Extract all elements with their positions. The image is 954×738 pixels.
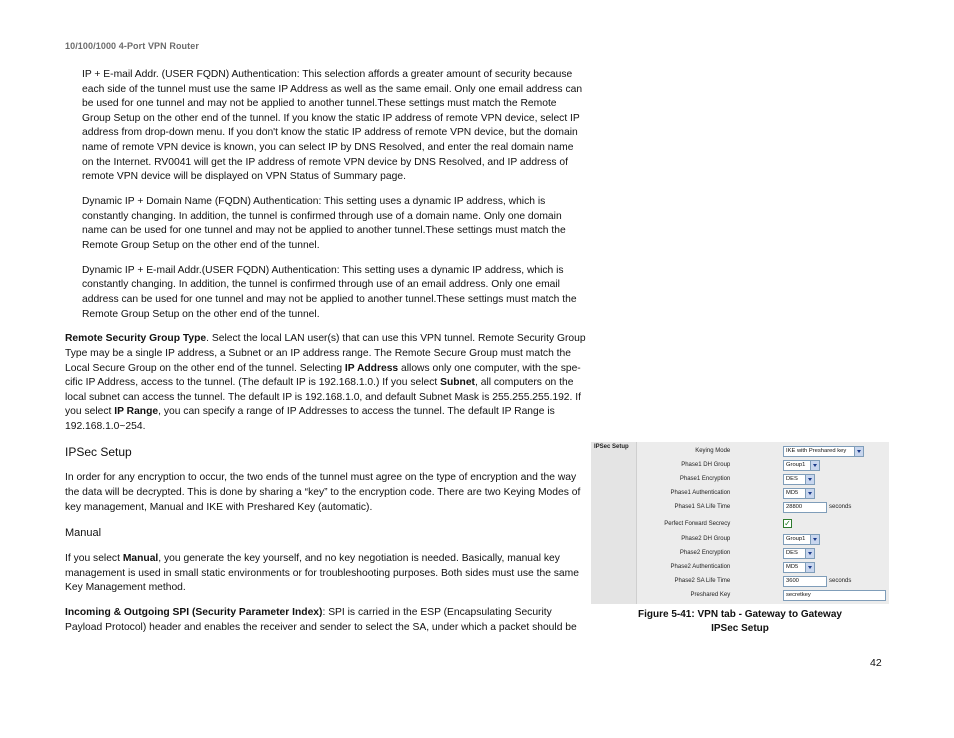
term-spi: Incoming & Outgoing SPI (Security Parameter Index) (65, 607, 323, 619)
phase1-dh-select[interactable] (783, 460, 820, 471)
phase2-life-row (637, 576, 889, 588)
chevron-down-icon (805, 549, 814, 558)
preshared-key-row (637, 590, 889, 602)
keying-mode-label: Keying Mode (695, 448, 731, 454)
phase2-enc-select[interactable] (783, 548, 815, 559)
phase1-life-unit: seconds (829, 504, 852, 510)
phase1-life-input[interactable]: 28800 (783, 502, 827, 513)
keying-mode-value: IKE with Preshared key (786, 448, 847, 454)
figure-side-panel (591, 442, 637, 604)
caption-line-2: IPSec Setup (711, 623, 769, 634)
term-ip-address: IP Address (344, 362, 399, 374)
ip-email-auth-paragraph: IP + E-mail Addr. (USER FQDN) Authentication: This selection affords a greater amount of security because each side of the tunnel must use the same IP Address as well as the same email. Only one email address can be used for one tunnel and may not be applied to another tunnel.These settings must match the Remote Group Setup on the other end of the tunnel. If you know the static IP address of remote VPN device, select IP address from drop-down menu. If you don't know the static IP address of remote VPN device, but the domain name of remote VPN device is known, you can select IP by DNS Resolved, and enter the real domain name on the Internet. RV0041 will get the IP address of remote VPN device by DNS Resolved, and IP address of remote VPN device will be displayed on VPN Status of Summary page. (82, 69, 583, 183)
phase2-auth-row (637, 562, 889, 574)
rsgt-text-4: , you can specify a range of IP Addresses to access the tunnel. The default IP Range is 192.168.1.0~254. (65, 406, 555, 432)
phase2-enc-value: DES (786, 550, 798, 556)
phase1-life-row (637, 502, 889, 514)
phase1-enc-select[interactable] (783, 474, 815, 485)
remote-security-group-paragraph (65, 332, 587, 434)
term-manual: Manual (122, 553, 159, 565)
dynamic-email-paragraph: Dynamic IP + E-mail Addr.(USER FQDN) Authentication: This setting uses a dynamic IP address, which is constantly changing. In addition, the tunnel is confirmed through use of an email address. Only one email address can be used for one tunnel and may not be applied to another tunnel.These settings must match the Remote Group Setup on the other end of the tunnel. (82, 264, 577, 320)
phase1-dh-label: Phase1 DH Group (681, 462, 731, 468)
rsgt-text-3: , all computers on the local subnet can access the tunnel. The default IP is 192.168.1.0, and default Subnet Mask is 255.255.255.192. If you select (65, 377, 581, 418)
keying-mode-select[interactable] (783, 446, 864, 457)
ipsec-intro-paragraph: In order for any encryption to occur, the two ends of the tunnel must agree on the type of encryption and the way the data will be decrypted. This is done by sharing a “key” to the encryption code. There are two Keying Modes of key management, Manual and IKE with Preshared Key (automatic). (65, 472, 581, 513)
pfs-checkbox[interactable]: ✓ (784, 519, 791, 528)
phase1-auth-row (637, 488, 889, 500)
pfs-row (637, 519, 889, 531)
spi-paragraph (65, 606, 587, 635)
phase1-enc-value: DES (786, 476, 798, 482)
pfs-label: Perfect Forward Secrecy (664, 521, 731, 527)
chevron-down-icon (854, 447, 863, 456)
term-remote-security-group-type: Remote Security Group Type (65, 333, 207, 345)
chevron-down-icon (805, 563, 814, 572)
figure-side-title: IPSec Setup (594, 444, 629, 450)
phase1-auth-select[interactable] (783, 488, 815, 499)
phase2-auth-label: Phase2 Authentication (670, 564, 731, 570)
chevron-down-icon (805, 475, 814, 484)
phase2-enc-row (637, 548, 889, 560)
rsgt-text-1: . Select the local LAN user(s) that can use this VPN tunnel. Remote Security Group Type may be a single IP address, a Subnet or an IP address range. The Remote Secure Group must match the Local Secure Group on the other end of the tunnel. Selecting (65, 333, 586, 374)
chevron-down-icon (810, 535, 819, 544)
manual-paragraph (65, 552, 587, 596)
running-header: 10/100/1000 4-Port VPN Router (65, 41, 199, 51)
preshared-key-input[interactable]: secretkey (783, 590, 886, 601)
manual-text-1: If you select (65, 553, 123, 565)
phase2-enc-label: Phase2 Encryption (679, 550, 731, 556)
body-text (65, 68, 587, 646)
phase2-dh-value: Group1 (786, 536, 806, 542)
phase1-auth-value: MD5 (786, 490, 799, 496)
phase2-life-label: Phase2 SA Life Time (674, 578, 731, 584)
manual-heading: Manual (65, 526, 102, 539)
manual-text-2: , you generate the key yourself, and no key negotiation is needed. Basically, manual key management is used in small static environments or for troubleshooting purposes. Both sides must use the same Key Management method. (65, 553, 579, 594)
ipsec-setup-heading: IPSec Setup (65, 444, 132, 459)
term-ip-range: IP Range (114, 406, 159, 418)
term-subnet: Subnet (440, 377, 475, 389)
page-number: 42 (870, 657, 882, 669)
rsgt-text-2: allows only one computer, with the spe-cific IP Address, access to the tunnel. (The default IP is 192.168.1.0.) If you select (65, 362, 581, 389)
phase2-dh-select[interactable] (783, 534, 820, 545)
phase2-auth-select[interactable] (783, 562, 815, 573)
phase1-dh-value: Group1 (786, 462, 806, 468)
phase1-enc-label: Phase1 Encryption (679, 476, 731, 482)
chevron-down-icon (810, 461, 819, 470)
spi-text-1: : SPI is carried in the ESP (Encapsulating Security Payload Protocol) header and enables the receiver and sender to select the SA, under which a packet should be (65, 607, 577, 633)
phase1-auth-label: Phase1 Authentication (670, 490, 731, 496)
preshared-key-label: Preshared Key (690, 592, 731, 598)
chevron-down-icon (805, 489, 814, 498)
caption-line-1: Figure 5-41: VPN tab - Gateway to Gateway (638, 609, 842, 620)
phase1-life-label: Phase1 SA Life Time (674, 504, 731, 510)
phase2-dh-label: Phase2 DH Group (681, 536, 731, 542)
ipsec-setup-screenshot (591, 442, 889, 604)
figure-caption (591, 608, 889, 636)
dynamic-domain-paragraph: Dynamic IP + Domain Name (FQDN) Authentication: This setting uses a dynamic IP address, which is constantly changing. In addition, the tunnel is confirmed through use of a domain name. Only one domain name can be used for one tunnel and may not be applied to another tunnel.These settings must match the Remote Group Setup on the other end of the tunnel. (82, 196, 566, 251)
phase2-auth-value: MD5 (786, 564, 799, 570)
phase1-dh-row (637, 460, 889, 472)
phase2-dh-row (637, 534, 889, 546)
phase2-life-input[interactable]: 3600 (783, 576, 827, 587)
phase2-life-unit: seconds (829, 578, 852, 584)
phase1-enc-row (637, 474, 889, 486)
keying-mode-row (637, 446, 889, 458)
